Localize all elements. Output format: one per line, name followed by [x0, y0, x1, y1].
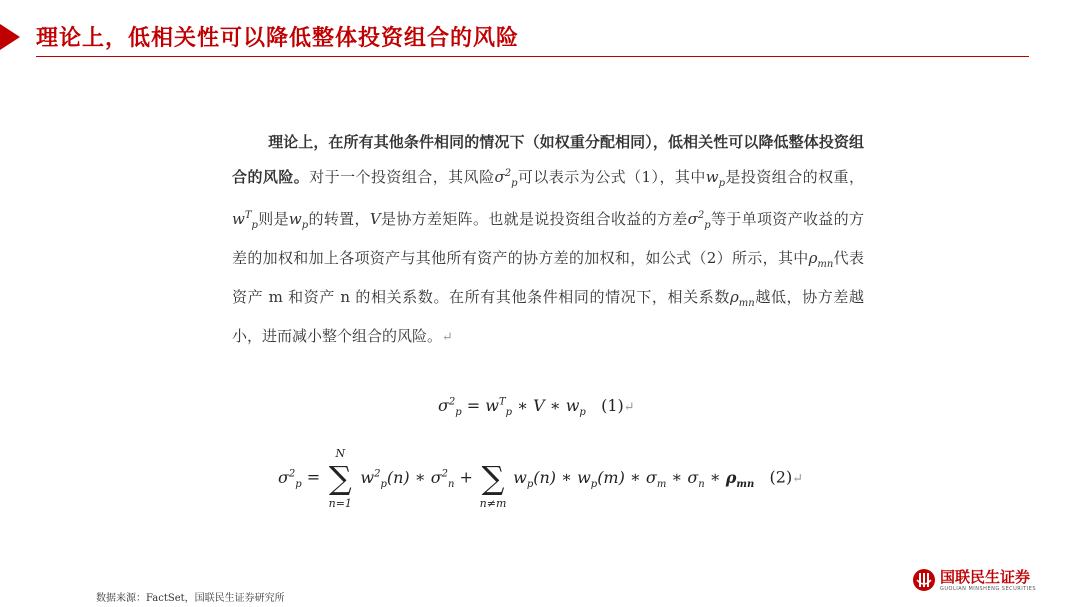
return-mark: ↵ — [442, 330, 453, 345]
equation-1-label: (1) — [601, 396, 624, 415]
summation-symbol: ∑ n≠m — [479, 459, 507, 510]
math-wp: $w_p$ — [705, 168, 726, 189]
math-V: V — [369, 210, 381, 228]
equation-1: $\sigma^2_p = w^T_p$ ∗ V ∗ $w_p$ (1)↵ — [438, 396, 635, 419]
company-logo: 国联民生证券 GUOLIAN MINSHENG SECURITIES — [912, 568, 1052, 594]
return-mark: ↵ — [792, 471, 804, 487]
math-rho-mn: $\rho_{mn}$ — [808, 249, 834, 270]
return-mark: ↵ — [623, 400, 635, 415]
page-title: 理论上，低相关性可以降低整体投资组合的风险 — [36, 26, 520, 51]
math-sigma-p2: $\sigma^2_p$ — [687, 210, 711, 231]
text-segment: 越低，协方差越小，进而减小整个组合的风险。 — [232, 288, 864, 345]
text-segment: 是投资组合的权重， — [725, 168, 864, 186]
text-segment: 代表资产 m 和资产 n 的相关系数。在所有其他条件相同的情况下，相关系数 — [232, 249, 864, 306]
summation-symbol: ∑ N n=1 — [328, 447, 352, 510]
text-segment: 是协方差矩阵。也就是说投资组合收益的方差 — [380, 210, 688, 228]
source-note: 数据来源：FactSet，国联民生证券研究所 — [96, 593, 285, 604]
lead-sentence: 理论上，在所有其他条件相同的情况下（如权重分配相同），低相关性可以降低整体投资组合的风险。 — [232, 133, 864, 186]
text-segment: 等于单项资产收益的方差的加权和加上各项资产与其他所有资产的协方差的加权和，如公式（2）所示，其中 — [232, 210, 864, 267]
text-segment: 对于一个投资组合，其风险 — [309, 168, 495, 186]
header-divider — [36, 56, 1029, 57]
math-sigma-p2: $\sigma^2_p$ — [494, 168, 518, 189]
text-segment: 则是 — [257, 210, 289, 228]
math-wp-transpose: $w^T_p$ — [232, 210, 258, 231]
text-segment: 可以表示为公式（1），其中 — [517, 168, 706, 186]
equation-2-label: (2) — [769, 467, 793, 487]
header-triangle-icon — [0, 24, 20, 50]
math-rho-mn: $\rho_{mn}$ — [729, 288, 755, 309]
equation-2: $\sigma^2_p$ = ∑ N n=1 $w^2_p(n)$ ∗ $\sigma^2_n$ + ∑ n≠m $w_p(n)$ ∗ $w_p(m)$ ∗ $\sigma_m$ ∗ $\sigma_n$ ∗ $\rho_{mn}$ (2)↵ — [278, 447, 804, 510]
text-segment: 的转置， — [308, 210, 370, 228]
logo-icon — [912, 568, 936, 592]
math-wp: $w_p$ — [288, 210, 309, 231]
body-paragraph — [232, 126, 864, 354]
